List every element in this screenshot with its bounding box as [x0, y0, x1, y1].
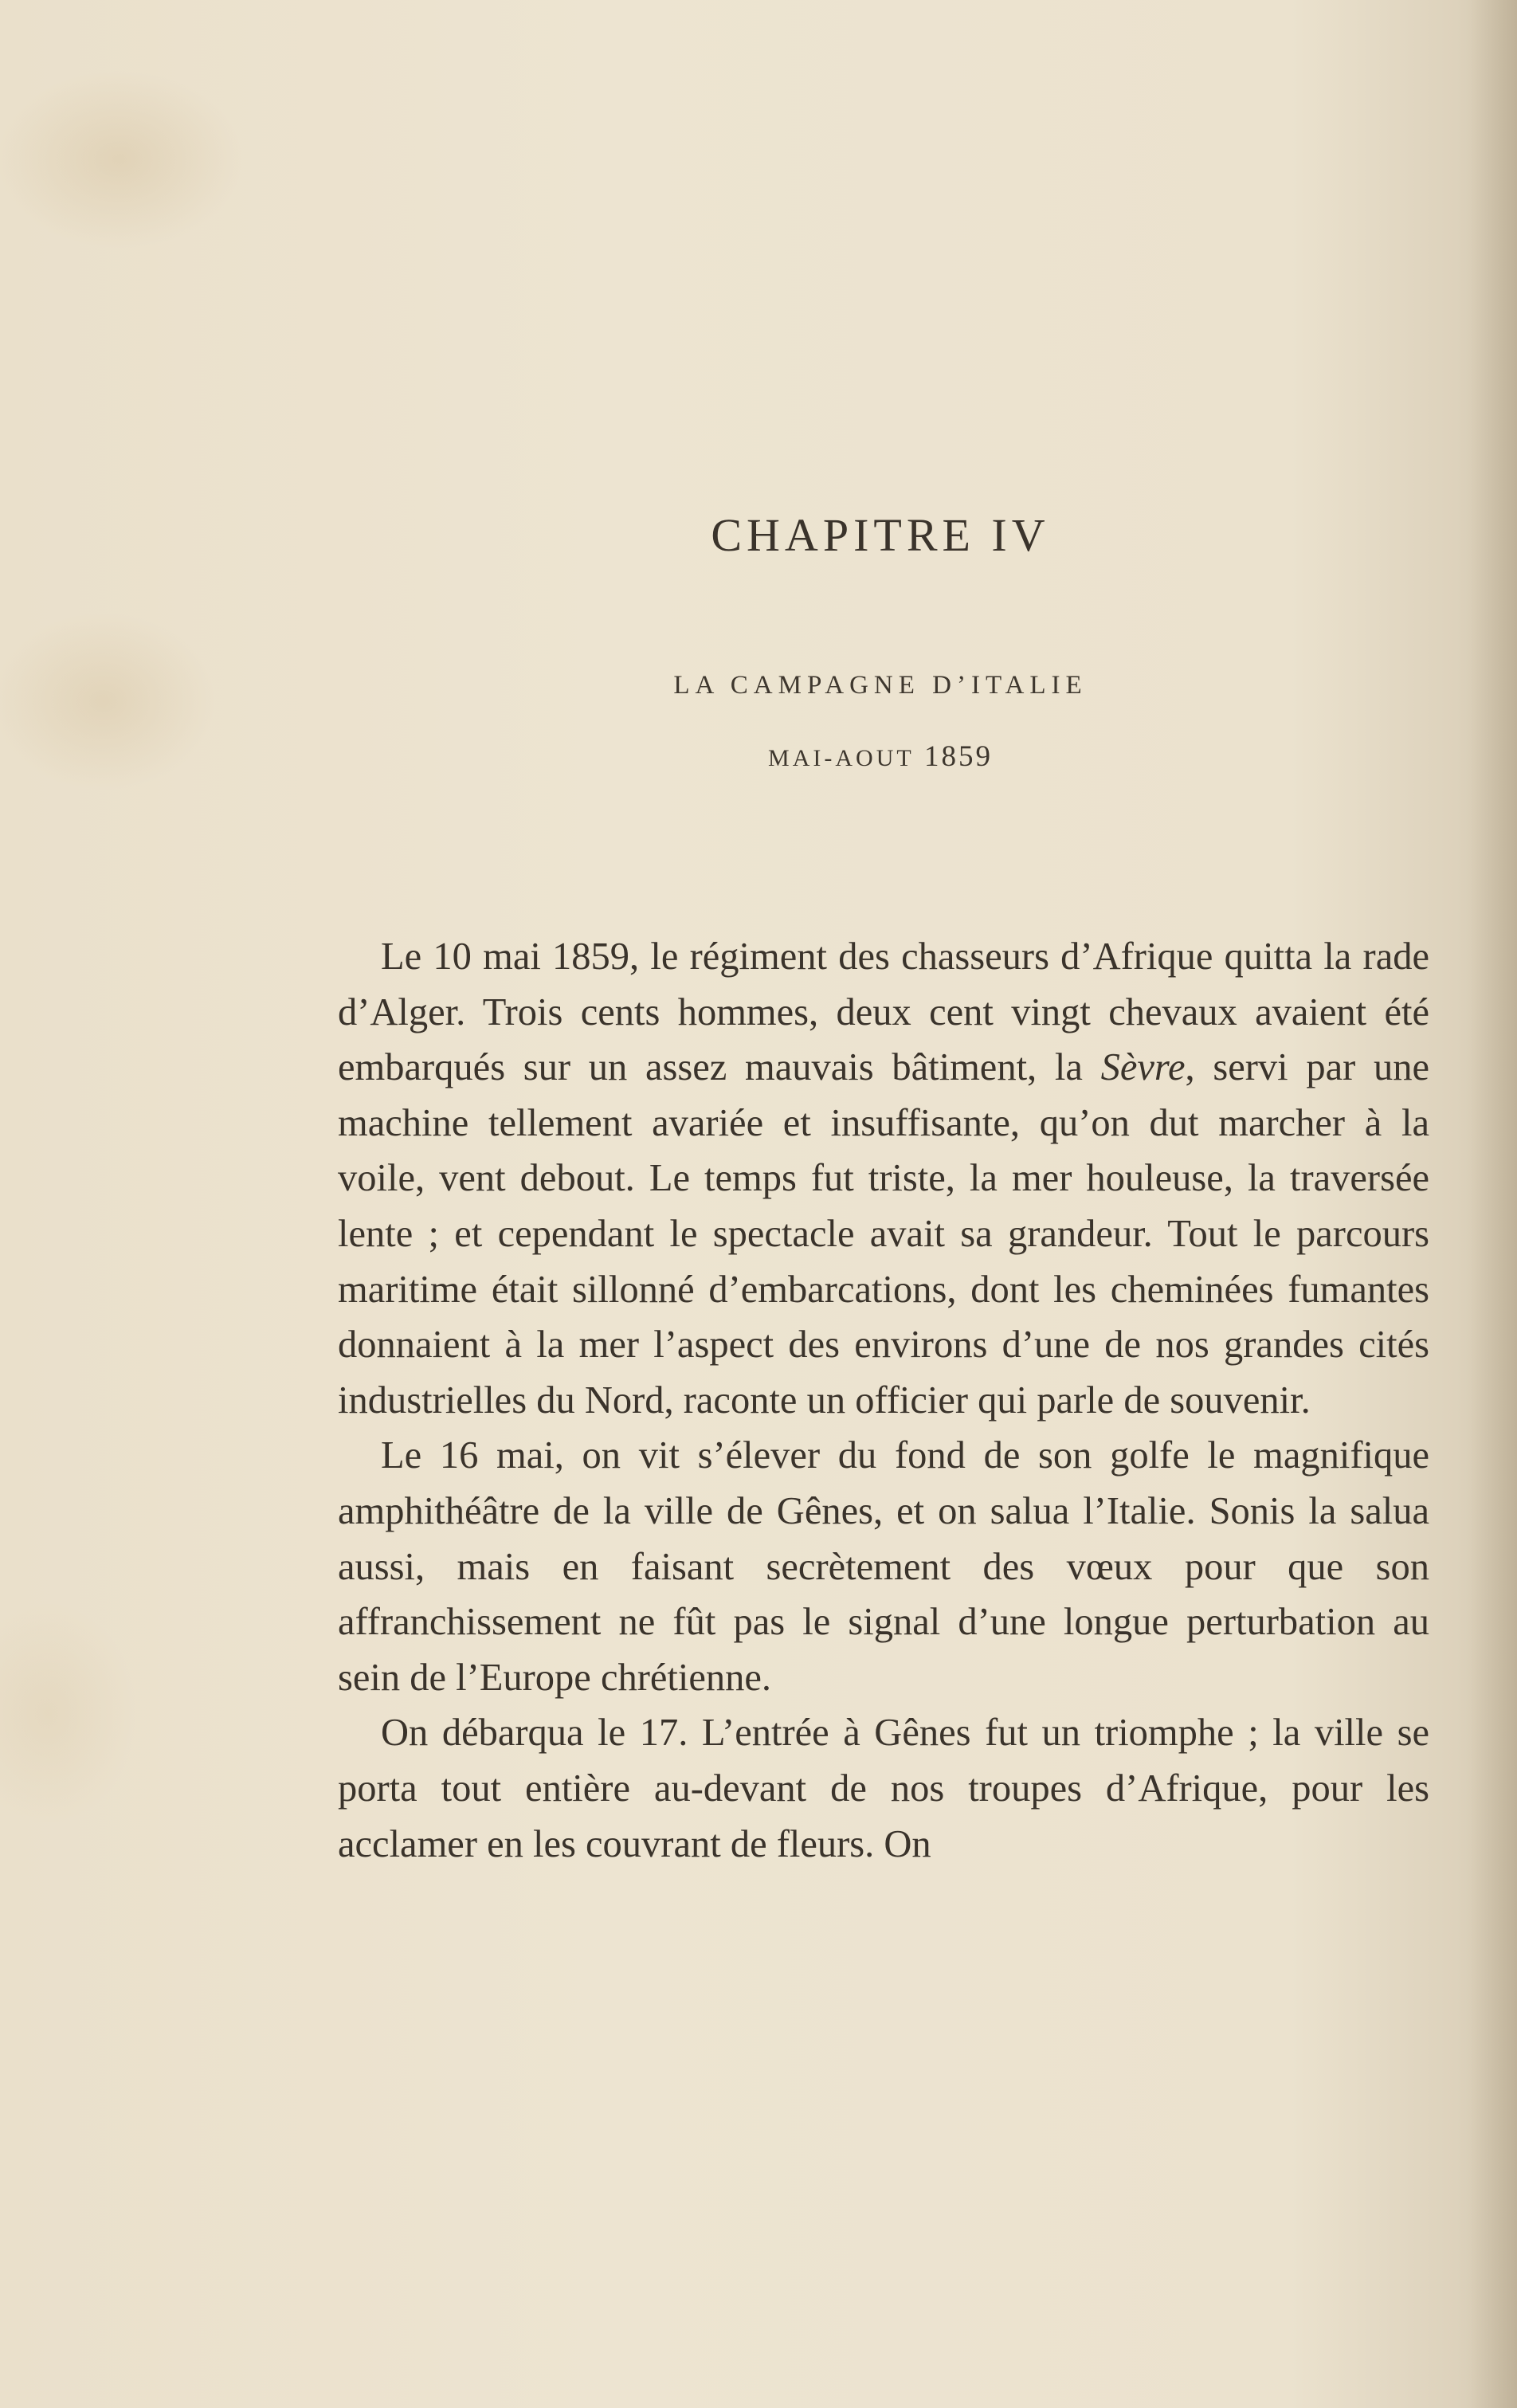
body-text: [338, 929, 1429, 1872]
paragraph-1: [338, 929, 1429, 1428]
page-spine-shadow: [1469, 0, 1517, 2408]
paragraph-1-part-2: , servi par une machine tellement avariée et insuffisante, qu’on dut marcher à la voile, vent debout. Le temps fut triste, la mer houleuse, la traversée lente ; et cependant le spectacle avait sa grandeur. Tout le parcours maritime était sillonné d’embarcations, dont les cheminées fumantes donnaient à la mer l’aspect des environs d’une de nos grandes cités industrielles du Nord, raconte un officier qui parle de souvenir.: [338, 1046, 1429, 1422]
paragraph-3: On débarqua le 17. L’entrée à Gênes fut un triomphe ; la ville se porta tout entière au-devant de nos troupes d’Afrique, pour les acclamer en les couvrant de fleurs. On: [338, 1712, 1429, 1865]
chapter-dates: [0, 739, 1517, 774]
paragraph-2: Le 16 mai, on vit s’élever du fond de son golfe le magnifique amphithéâtre de la ville de Gênes, et on salua l’Italie. Sonis la salua aussi, mais en faisant secrètement des vœux pour que son affranchissement ne fût pas le signal d’une longue perturbation au sein de l’Europe chrétienne.: [338, 1434, 1429, 1699]
chapter-subtitle: LA CAMPAGNE D’ITALIE: [673, 671, 1088, 700]
paragraph-1-part-1: Le 10 mai 1859, le régiment des chasseurs d’Afrique quitta la rade d’Alger. Trois cents hommes, deux cent vingt chevaux avaient été embarqués sur un assez mauvais bâtiment, la: [338, 935, 1429, 1089]
chapter-dates-months: MAI-AOUT: [768, 745, 915, 771]
chapter-title: CHAPITRE IV: [711, 509, 1050, 561]
chapter-dates-year: 1859: [923, 740, 993, 773]
ship-name-italic: Sèvre: [1100, 1046, 1186, 1089]
